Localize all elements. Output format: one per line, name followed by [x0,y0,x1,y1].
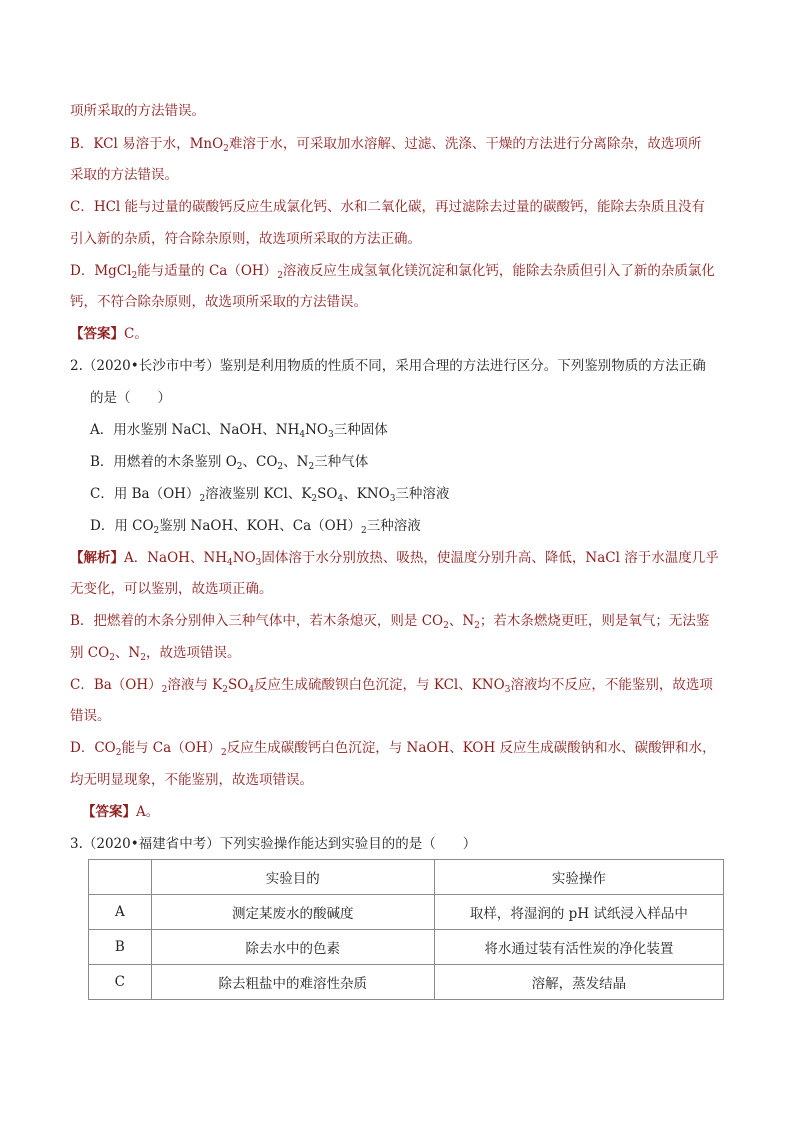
q2-explanation-c: C．$Ba(OH)_2$溶液与 $K_2SO_4$反应生成硫酸钡白色沉淀，与 KCl、$KNO_3$溶液均不反应，不能鉴别，故选项 [70,677,713,695]
table-cell-operation: 取样，将湿润的 pH 试纸浸入样品中 [434,895,723,930]
table-row [89,965,724,1000]
table-cell-option: B [89,930,152,965]
table-row [89,895,724,930]
prev-explanation-b: B．KCl 易溶于水，MnO$_2$难溶于水，可采取加水溶解、过滤、洗涤、干燥的方法进行分离除杂，故选项所 [70,136,702,154]
table-header-cell: 实验目的 [151,860,434,895]
q3-options-table [88,859,724,1000]
prev-explanation-d-cont: 钙，不符合除杂原则，故选项所采取的方法错误。 [70,294,367,310]
q2-explanation-a: 【解析】A．NaOH、$NH_4NO_3$固体溶于水分别放热、吸热，使温度分别升高、降低，NaCl 溶于水温度几乎 [70,550,719,568]
table-cell-purpose: 除去粗盐中的难溶性杂质 [151,965,434,1000]
table-cell-operation: 将水通过装有活性炭的净化装置 [434,930,723,965]
table-cell-option: C [89,965,152,1000]
q2-explanation-a-cont: 无变化，可以鉴别，故选项正确。 [70,581,273,597]
table-cell-operation: 溶解，蒸发结晶 [434,965,723,1000]
prev-explanation-line: 项所采取的方法错误。 [70,103,205,119]
q2-option-c: C．用 $Ba(OH)_2$溶液鉴别 KCl、$K_2SO_4$、$KNO_3$三种溶液 [90,486,450,504]
q2-stem-cont: 的是（ ） [90,390,171,406]
q2-option-a: A．用水鉴别 NaCl、NaOH、$NH_4NO_3$三种固体 [90,422,388,440]
prev-explanation-c-cont: 引入新的杂质，符合除杂原则，故选项所采取的方法正确。 [70,231,421,247]
q2-explanation-d-cont: 均无明显现象，不能鉴别，故选项错误。 [70,772,313,788]
q2-explanation-c-cont: 错误。 [70,708,111,724]
table-header-cell [89,860,152,895]
prev-explanation-b-cont: 采取的方法错误。 [70,167,178,183]
table-cell-option: A [89,895,152,930]
q2-explanation-b: B．把燃着的木条分别伸入三种气体中，若木条熄灭，则是 $CO_2$、$N_2$；若木条燃烧更旺，则是氧气；无法鉴 [70,613,710,631]
prev-explanation-c: C．HCl 能与过量的碳酸钙反应生成氯化钙、水和二氧化碳，再过滤除去过量的碳酸钙，能除去杂质且没有 [70,199,706,215]
q2-option-d: D．用 $CO_2$鉴别 NaOH、KOH、$Ca(OH)_2$三种溶液 [90,518,421,536]
table-header-cell: 实验操作 [434,860,723,895]
prev-explanation-d: D．MgCl$_2$能与适量的 $Ca(OH)_2$溶液反应生成氢氧化镁沉淀和氯化钙，能除去杂质但引入了新的杂质氯化 [70,263,715,281]
q2-answer: 【答案】A。 [82,804,160,820]
prev-answer: 【答案】C。 [70,326,148,342]
q3-stem: 3.（2020•福建省中考）下列实验操作能达到实验目的的是（ ） [70,836,477,852]
table-cell-purpose: 除去水中的色素 [151,930,434,965]
q2-explanation-d: D．$CO_2$能与 $Ca(OH)_2$反应生成碳酸钙白色沉淀，与 NaOH、KOH 反应生成碳酸钠和水、碳酸钾和水， [70,740,716,758]
q2-option-b: B．用燃着的木条鉴别 $O_2$、$CO_2$、$N_2$三种气体 [90,454,369,472]
table-row [89,930,724,965]
table-header-row [89,860,724,895]
q2-explanation-b-cont: 别 $CO_2$、$N_2$，故选项错误。 [70,645,241,663]
q2-stem: 2.（2020•长沙市中考）鉴别是利用物质的性质不同，采用合理的方法进行区分。下列鉴别物质的方法正确 [70,358,706,374]
table-cell-purpose: 测定某废水的酸碱度 [151,895,434,930]
